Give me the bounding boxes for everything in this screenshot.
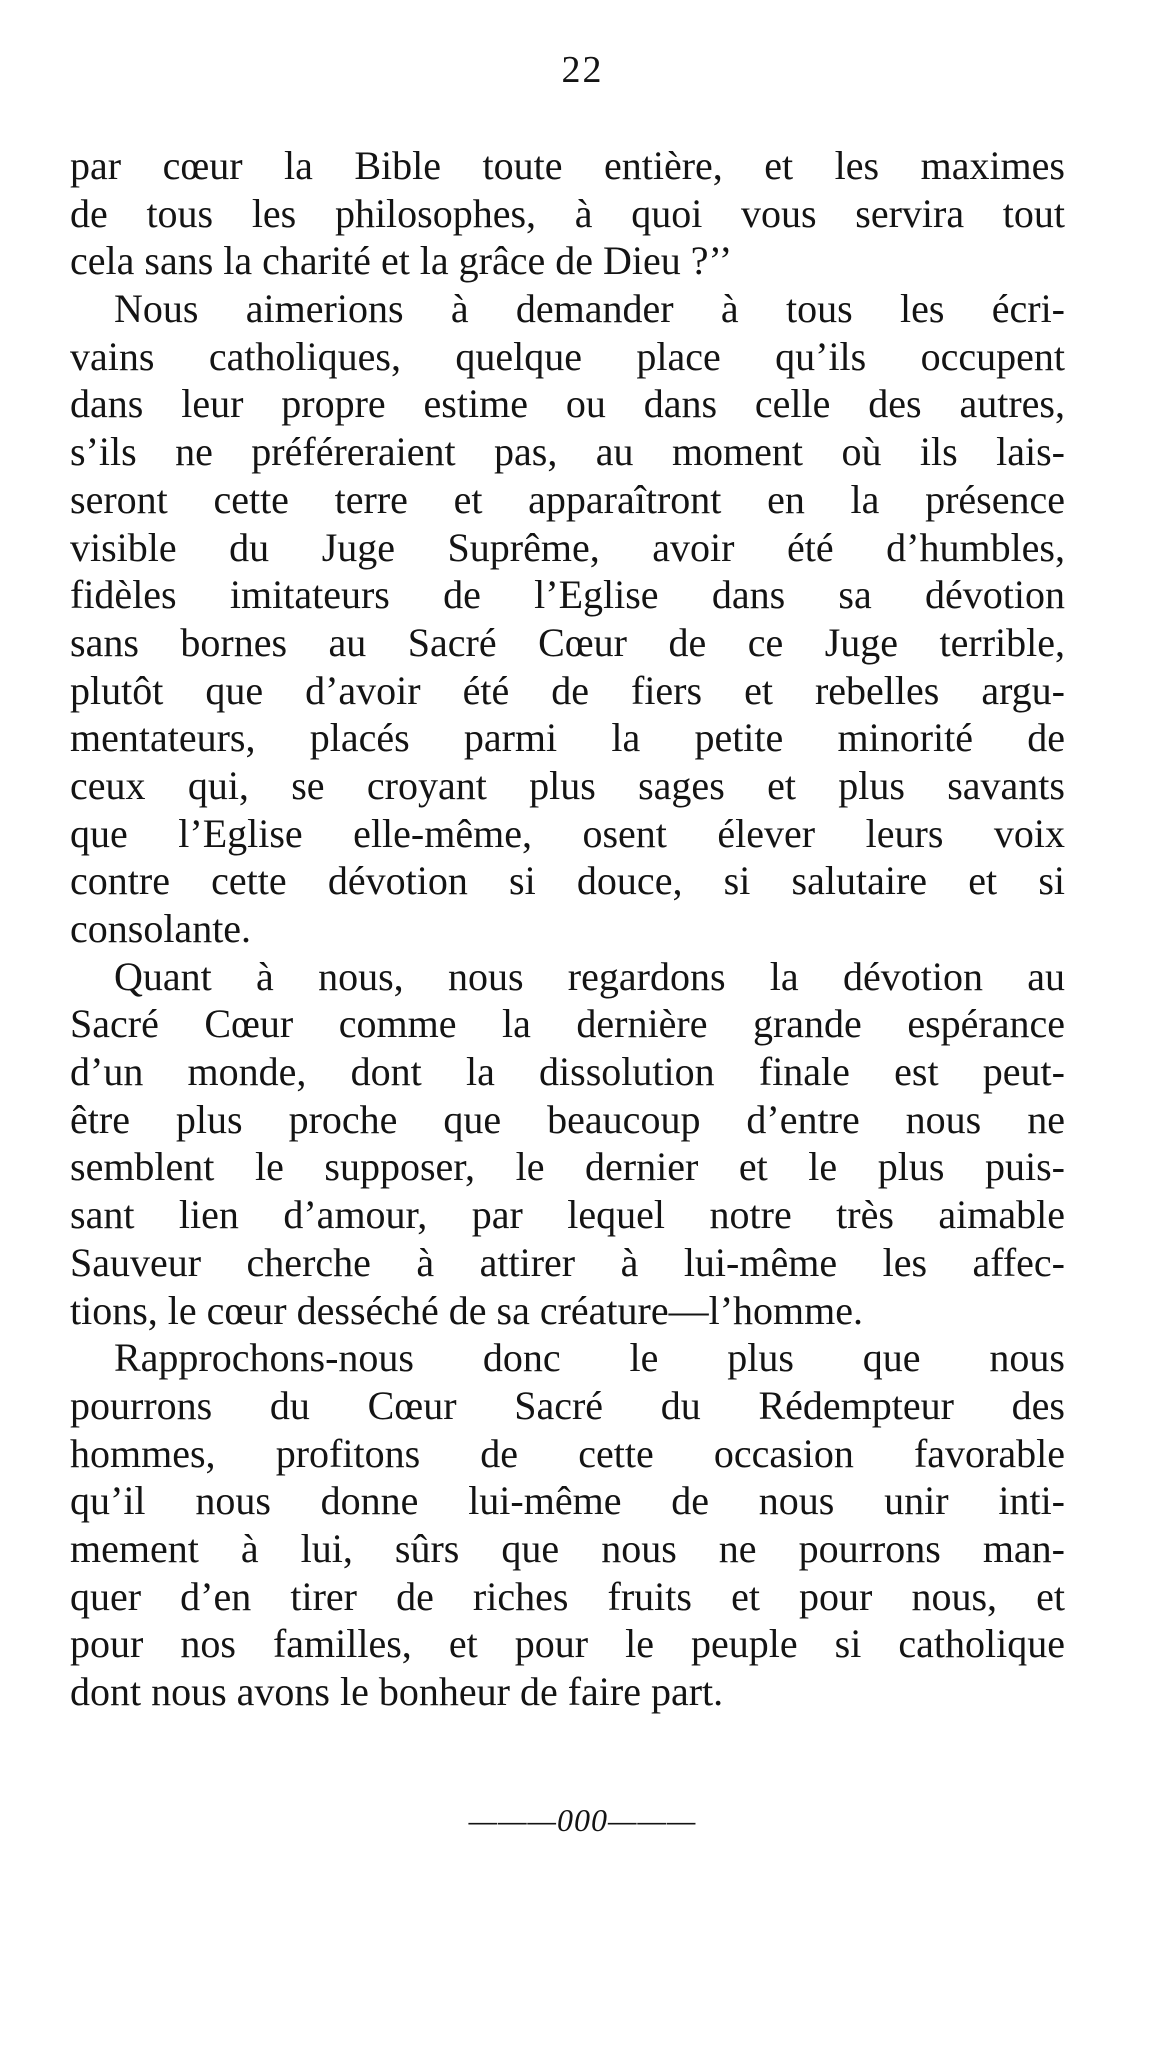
body-text — [70, 142, 1065, 1716]
text-line: Quant à nous, nous regardons la dévotion au — [114, 953, 1065, 999]
text-line: vains catholiques, quelque place qu’ils occupent — [70, 333, 1065, 379]
text-line: d’un monde, dont la dissolution finale est peut- — [70, 1049, 1065, 1095]
text-line: fidèles imitateurs de l’Eglise dans sa dévotion — [70, 572, 1065, 618]
text-line: s’ils ne préféreraient pas, au moment où ils lais- — [70, 429, 1065, 475]
text-line: mentateurs, placés parmi la petite minorité de — [70, 715, 1065, 761]
text-line: seront cette terre et apparaîtront en la présence — [70, 476, 1065, 522]
text-line: sans bornes au Sacré Cœur de ce Juge terrible, — [70, 619, 1065, 665]
paragraph — [70, 1334, 1065, 1716]
text-line: Nous aimerions à demander à tous les écri- — [114, 286, 1065, 332]
text-line: contre cette dévotion si douce, si salutaire et si — [70, 858, 1065, 904]
text-line: plutôt que d’avoir été de fiers et rebelles argu- — [70, 667, 1065, 713]
text-line: consolante. — [70, 906, 252, 951]
text-line: ceux qui, se croyant plus sages et plus savants — [70, 762, 1065, 808]
text-line: visible du Juge Suprême, avoir été d’humbles, — [70, 524, 1065, 570]
text-line: tions, le cœur desséché de sa créature—l’homme. — [70, 1287, 864, 1333]
text-line: dont nous avons le bonheur de faire part. — [70, 1669, 724, 1714]
text-line: quer d’en tirer de riches fruits et pour nous, et — [70, 1573, 1065, 1619]
text-line: sant lien d’amour, par lequel notre très aimable — [70, 1192, 1065, 1238]
page-number: 22 — [561, 49, 604, 91]
text-line: semblent le supposer, le dernier et le plus puis- — [70, 1144, 1065, 1190]
text-line: pour nos familles, et pour le peuple si catholique — [70, 1621, 1065, 1667]
end-ornament: ———000——— — [468, 1802, 697, 1838]
text-line: de tous les philosophes, à quoi vous servira tout — [70, 190, 1065, 236]
text-line: Rapprochons-nous donc le plus que nous — [114, 1335, 1065, 1381]
text-line: qu’il nous donne lui-même de nous unir inti- — [70, 1478, 1065, 1524]
text-line: être plus proche que beaucoup d’entre nous ne — [70, 1096, 1065, 1142]
paragraph — [70, 285, 1065, 953]
text-line: dans leur propre estime ou dans celle des autres, — [70, 381, 1065, 427]
text-line: mement à lui, sûrs que nous ne pourrons man- — [70, 1525, 1065, 1571]
text-line: Sacré Cœur comme la dernière grande espérance — [70, 1001, 1065, 1047]
text-line: Sauveur cherche à attirer à lui-même les affec- — [70, 1239, 1065, 1285]
text-line: pourrons du Cœur Sacré du Rédempteur des — [70, 1382, 1065, 1428]
text-line: cela sans la charité et la grâce de Dieu ?’’ — [70, 238, 733, 284]
paragraph — [70, 142, 1065, 285]
text-line: que l’Eglise elle-même, osent élever leurs voix — [70, 810, 1065, 856]
paragraph — [70, 953, 1065, 1335]
text-line: par cœur la Bible toute entière, et les maximes — [70, 143, 1065, 188]
text-line: hommes, profitons de cette occasion favorable — [70, 1430, 1065, 1476]
